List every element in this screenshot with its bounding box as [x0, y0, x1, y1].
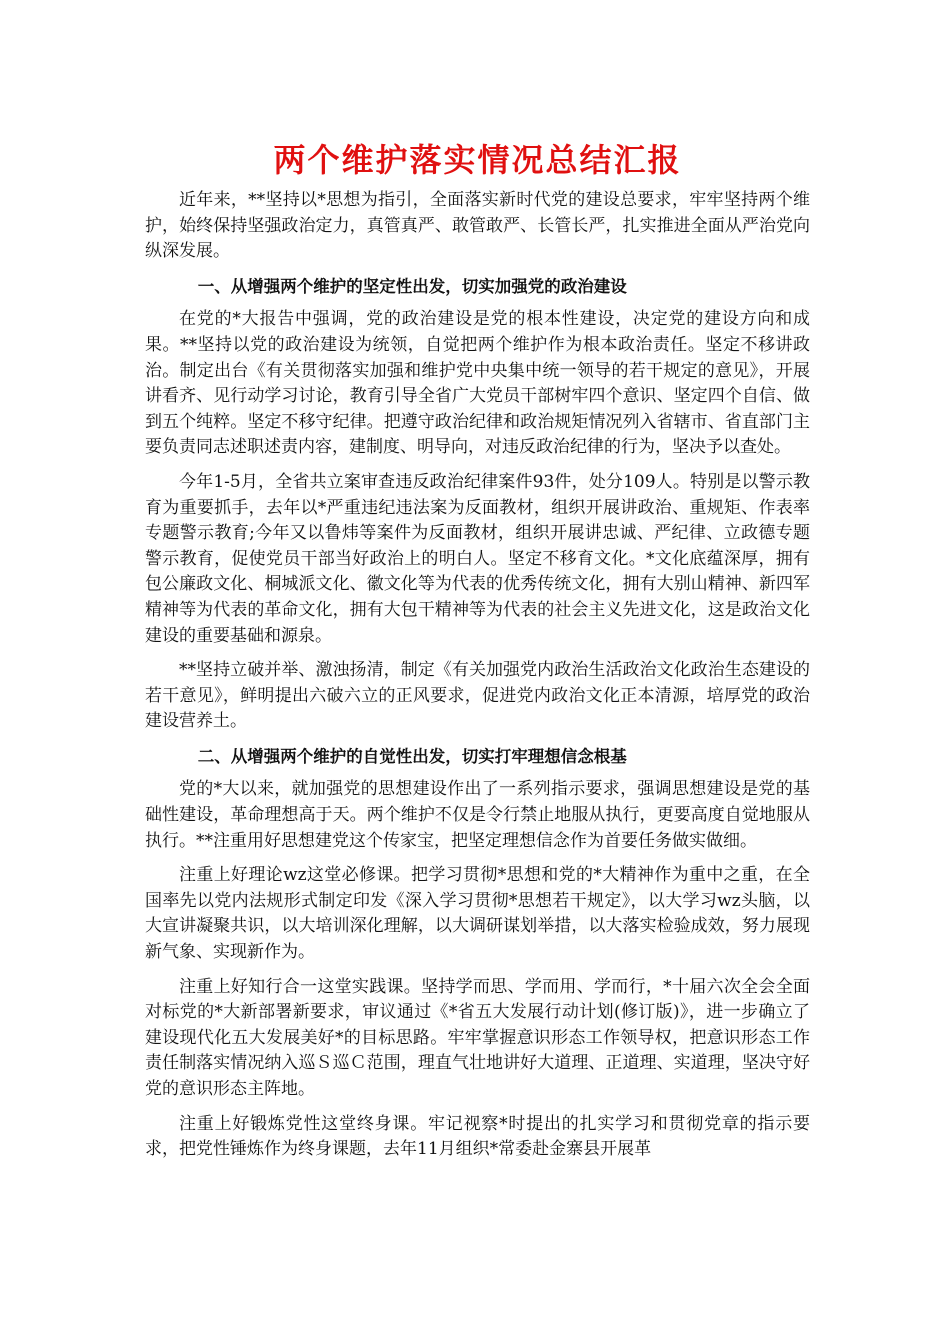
paragraph-party-spirit-course: 注重上好锻炼党性这堂终身课。牢记视察*时提出的扎实学习和贯彻党章的指示要求，把党性锤炼作为终身课题，去年11月组织*常委赴金寨县开展革 — [145, 1113, 810, 1160]
paragraph-political-culture: **坚持立破并举、激浊扬清，制定《有关加强党内政治生活政治文化政治生态建设的若干意见》，鲜明提出六破六立的正风要求，促进党内政治文化正本清源，培厚党的政治建设营养土。 — [145, 660, 810, 732]
document-title: 两个维护落实情况总结汇报 — [273, 141, 682, 179]
section-heading-2: 二、从增强两个维护的自觉性出发，切实打牢理想信念根基 — [197, 746, 627, 766]
paragraph-intro: 近年来，**坚持以*思想为指引，全面落实新时代党的建设总要求，牢牢坚持两个维护，始终保持坚强政治定力，真管真严、敢管敢严、长管长严，扎实推进全面从严治党向纵深发展。 — [145, 190, 810, 262]
paragraph-discipline-cases: 今年1-5月，全省共立案审查违反政治纪律案件93件，处分109人。特别是以警示教育为重要抓手，去年以*严重违纪违法案为反面教材，组织开展讲政治、重规矩、作表率专题警示教育;今年又以鲁炜等案件为反面教材，组织开展讲忠诚、严纪律、立政德专题警示教育，促使党员干部当好政治上的明白人。坚定不移育文化。*文化底蕴深厚，拥有包公廉政文化、桐城派文化、徽文化等为代表的优秀传统文化，拥有大别山精神、新四军精神等为代表的革命文化，拥有大包干精神等为代表的社会主义先进文化，这是政治文化建设的重要基础和源泉。 — [145, 471, 810, 646]
paragraph-ideological-building: 党的*大以来，就加强党的思想建设作出了一系列指示要求，强调思想建设是党的基础性建设，革命理想高于天。两个维护不仅是令行禁止地服从执行，更要高度自觉地服从执行。**注重用好思想建党这个传家宝，把坚定理想信念作为首要任务做实做细。 — [145, 779, 810, 851]
paragraph-theory-course: 注重上好理论wz这堂必修课。把学习贯彻*思想和党的*大精神作为重中之重，在全国率先以党内法规形式制定印发《深入学习贯彻*思想若干规定》，以大学习wz头脑，以大宣讲凝聚共识，以大培训深化理解，以大调研谋划举措，以大落实检验成效，努力展现新气象、实现新作为。 — [145, 865, 810, 963]
document-page — [145, 138, 810, 1172]
paragraph-practice-course: 注重上好知行合一这堂实践课。坚持学而思、学而用、学而行，*十届六次全会全面对标党的*大新部署新要求，审议通过《*省五大发展行动计划(修订版)》，进一步确立了建设现代化五大发展美好*的目标思路。牢牢掌握意识形态工作领导权，把意识形态工作责任制落实情况纳入巡Ｓ巡Ｃ范围，理直气壮地讲好大道理、正道理、实道理，坚决守好党的意识形态主阵地。 — [145, 976, 810, 1099]
section-heading-1: 一、从增强两个维护的坚定性出发，切实加强党的政治建设 — [197, 276, 627, 296]
paragraph-political-building: 在党的*大报告中强调，党的政治建设是党的根本性建设，决定党的建设方向和成果。**坚持以党的政治建设为统领，自觉把两个维护作为根本政治责任。坚定不移讲政治。制定出台《有关贯彻落实加强和维护党中央集中统一领导的若干规定的意见》，开展讲看齐、见行动学习讨论，教育引导全省广大党员干部树牢四个意识、坚定四个自信、做到五个纯粹。坚定不移守纪律。把遵守政治纪律和政治规矩情况列入省辖市、省直部门主要负责同志述职述责内容，建制度、明导向，对违反政治纪律的行为，坚决予以查处。 — [145, 309, 810, 458]
